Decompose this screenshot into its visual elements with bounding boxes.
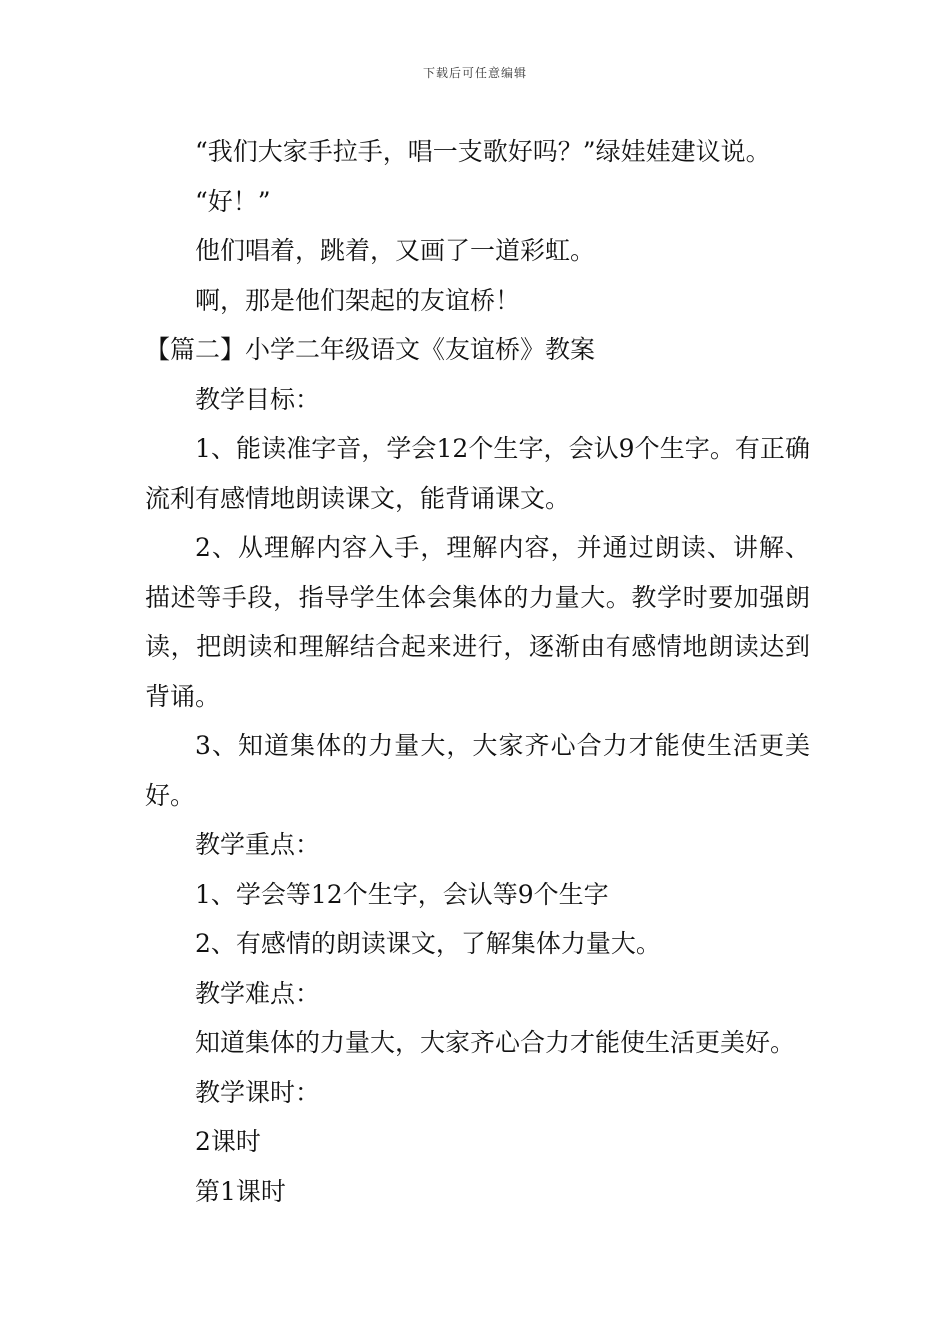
lesson-one-heading: 第1课时 [195,1176,286,1206]
paragraph-reply: “好！” [195,186,271,216]
section-heading: 【篇二】小学二年级语文《友谊桥》教案 [145,335,596,364]
key-point-1: 1、学会等12个生字，会认等9个生字 [195,879,609,909]
goal-item-1: 1、能读准字音，学会12个生字，会认9个生字。有正确流利有感情地朗读课文，能背诵课文。 [145,434,810,513]
heading-key-points: 教学重点： [195,830,321,859]
heading-class-hours: 教学课时： [195,1077,321,1107]
goal-item-2: 2、从理解内容入手，理解内容，并通过朗读、讲解、描述等手段，指导学生体会集体的力量大。教学时要加强朗读，把朗读和理解结合起来进行，逐渐由有感情地朗读达到背诵。 [145,533,810,711]
difficulty-text: 知道集体的力量大，大家齐心合力才能使生活更美好。 [195,1028,796,1057]
document-body [145,127,810,1216]
paragraph-dialogue: “我们大家手拉手，唱一支歌好吗？”绿娃娃建议说。 [195,137,771,166]
class-hours-value: 2课时 [195,1127,261,1156]
heading-teaching-goals: 教学目标： [195,384,321,414]
paragraph-bridge: 啊，那是他们架起的友谊桥！ [195,285,521,315]
key-point-2: 2、有感情的朗读课文，了解集体力量大。 [195,929,661,958]
heading-difficulties: 教学难点： [195,978,321,1008]
header-note: 下载后可任意编辑 [422,66,527,80]
paragraph-rainbow: 他们唱着，跳着，又画了一道彩虹。 [195,236,596,265]
goal-item-3: 3、知道集体的力量大，大家齐心合力才能使生活更美好。 [145,731,810,810]
